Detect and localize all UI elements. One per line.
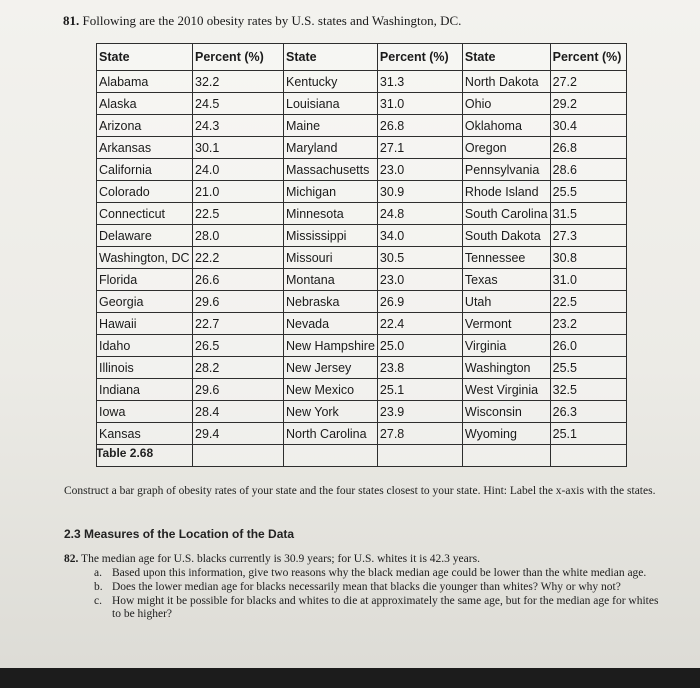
- cell-percent-2: 31.0: [377, 93, 462, 115]
- table-row: [97, 115, 627, 137]
- cell-state-1: Idaho: [97, 335, 193, 357]
- cell-percent-3: 32.5: [550, 379, 626, 401]
- cell-percent-3: 27.3: [550, 225, 626, 247]
- cell-state-3: Virginia: [462, 335, 550, 357]
- cell-state-3: Pennsylvania: [462, 159, 550, 181]
- table-row: [97, 313, 627, 335]
- cell-state-3: Texas: [462, 269, 550, 291]
- cell-percent-1: 30.1: [193, 137, 284, 159]
- cell-state-3: Vermont: [462, 313, 550, 335]
- cell-state-3: Ohio: [462, 93, 550, 115]
- table-row: [97, 291, 627, 313]
- cell-state-2: Nebraska: [284, 291, 378, 313]
- cell-state-2: Massachusetts: [284, 159, 378, 181]
- cell-state-1: Alabama: [97, 71, 193, 93]
- cell-state-3: Oklahoma: [462, 115, 550, 137]
- cell-percent-2: 23.9: [377, 401, 462, 423]
- cell-percent-1: 22.7: [193, 313, 284, 335]
- cell-percent-2: 27.1: [377, 137, 462, 159]
- cell-percent-3: 25.1: [550, 423, 626, 445]
- cell-percent-3: 22.5: [550, 291, 626, 313]
- table-row: [97, 71, 627, 93]
- header-percent-1: Percent (%): [193, 44, 284, 71]
- cell-percent-1: 26.6: [193, 269, 284, 291]
- part-label: b.: [94, 581, 103, 593]
- table-row: [97, 93, 627, 115]
- cell-state-1: Georgia: [97, 291, 193, 313]
- header-state-1: State: [97, 44, 193, 71]
- cell-state-2: New Jersey: [284, 357, 378, 379]
- cell-state-3: Wyoming: [462, 423, 550, 445]
- cell-state-1: Connecticut: [97, 203, 193, 225]
- cell-state-1: Illinois: [97, 357, 193, 379]
- cell-state-3: North Dakota: [462, 71, 550, 93]
- cell-percent-3: 29.2: [550, 93, 626, 115]
- cell-percent-1: 24.0: [193, 159, 284, 181]
- instruction-text: Construct a bar graph of obesity rates of your state and the four states closest to your state. Hint: Label the x-axis with the states.: [64, 485, 656, 497]
- table-row: [97, 181, 627, 203]
- table-empty-row: [97, 445, 627, 467]
- empty-cell: [550, 445, 626, 467]
- cell-state-1: Hawaii: [97, 313, 193, 335]
- cell-percent-1: 21.0: [193, 181, 284, 203]
- cell-percent-2: 24.8: [377, 203, 462, 225]
- table-row: [97, 225, 627, 247]
- cell-state-1: Indiana: [97, 379, 193, 401]
- cell-percent-3: 30.8: [550, 247, 626, 269]
- cell-state-1: Iowa: [97, 401, 193, 423]
- cell-percent-2: 23.0: [377, 159, 462, 181]
- cell-percent-3: 26.8: [550, 137, 626, 159]
- cell-state-3: South Dakota: [462, 225, 550, 247]
- cell-percent-2: 27.8: [377, 423, 462, 445]
- cell-percent-3: 25.5: [550, 357, 626, 379]
- cell-percent-3: 27.2: [550, 71, 626, 93]
- cell-percent-3: 26.3: [550, 401, 626, 423]
- cell-percent-1: 29.6: [193, 291, 284, 313]
- cell-percent-1: 28.0: [193, 225, 284, 247]
- obesity-rates-table: [96, 43, 627, 467]
- cell-state-2: Missouri: [284, 247, 378, 269]
- empty-cell: [462, 445, 550, 467]
- cell-state-1: Arkansas: [97, 137, 193, 159]
- cell-percent-2: 31.3: [377, 71, 462, 93]
- cell-percent-2: 26.8: [377, 115, 462, 137]
- cell-state-2: New Hampshire: [284, 335, 378, 357]
- cell-state-2: Maryland: [284, 137, 378, 159]
- cell-state-3: South Carolina: [462, 203, 550, 225]
- problem-81-text: Following are the 2010 obesity rates by U.S. states and Washington, DC.: [82, 13, 462, 28]
- table-row: [97, 357, 627, 379]
- cell-state-1: Florida: [97, 269, 193, 291]
- table-row: [97, 247, 627, 269]
- header-state-3: State: [462, 44, 550, 71]
- table-header-row: [97, 44, 627, 71]
- cell-percent-3: 31.5: [550, 203, 626, 225]
- cell-percent-2: 22.4: [377, 313, 462, 335]
- cell-percent-2: 26.9: [377, 291, 462, 313]
- cell-percent-2: 30.9: [377, 181, 462, 203]
- cell-state-2: Michigan: [284, 181, 378, 203]
- cell-percent-2: 25.1: [377, 379, 462, 401]
- cell-state-2: Maine: [284, 115, 378, 137]
- empty-cell: [377, 445, 462, 467]
- cell-state-2: Montana: [284, 269, 378, 291]
- cell-percent-3: 31.0: [550, 269, 626, 291]
- problem-81-number: 81.: [63, 13, 80, 28]
- cell-state-1: Arizona: [97, 115, 193, 137]
- cell-state-1: Kansas: [97, 423, 193, 445]
- section-heading: 2.3 Measures of the Location of the Data: [64, 527, 295, 541]
- empty-cell: [284, 445, 378, 467]
- part-text: Based upon this information, give two reasons why the black median age could be lower than the white median age.: [112, 567, 647, 579]
- cell-percent-1: 29.6: [193, 379, 284, 401]
- cell-state-2: Nevada: [284, 313, 378, 335]
- cell-state-1: California: [97, 159, 193, 181]
- cell-state-2: New York: [284, 401, 378, 423]
- cell-percent-1: 28.2: [193, 357, 284, 379]
- bottom-edge: [0, 668, 700, 688]
- cell-state-3: West Virginia: [462, 379, 550, 401]
- cell-state-3: Rhode Island: [462, 181, 550, 203]
- table-row: [97, 137, 627, 159]
- cell-percent-3: 30.4: [550, 115, 626, 137]
- cell-state-3: Utah: [462, 291, 550, 313]
- part-text: How might it be possible for blacks and whites to die at approximately the same age, but for the median age for whites to be higher?: [112, 595, 659, 620]
- cell-state-2: Kentucky: [284, 71, 378, 93]
- problem-82-part-a: [94, 567, 664, 580]
- cell-state-1: Colorado: [97, 181, 193, 203]
- header-state-2: State: [284, 44, 378, 71]
- table-row: [97, 423, 627, 445]
- cell-state-2: Mississippi: [284, 225, 378, 247]
- cell-percent-1: 28.4: [193, 401, 284, 423]
- cell-state-3: Oregon: [462, 137, 550, 159]
- problem-82: [64, 553, 664, 622]
- cell-percent-1: 22.5: [193, 203, 284, 225]
- cell-state-3: Washington: [462, 357, 550, 379]
- table-row: [97, 401, 627, 423]
- table-row: [97, 159, 627, 181]
- problem-81: [63, 13, 461, 29]
- part-label: c.: [94, 595, 102, 607]
- part-label: a.: [94, 567, 102, 579]
- cell-percent-2: 34.0: [377, 225, 462, 247]
- cell-percent-1: 32.2: [193, 71, 284, 93]
- cell-percent-1: 24.5: [193, 93, 284, 115]
- cell-state-3: Tennessee: [462, 247, 550, 269]
- cell-percent-2: 25.0: [377, 335, 462, 357]
- table-body: [97, 71, 627, 467]
- problem-82-stem: [64, 553, 664, 566]
- cell-percent-1: 26.5: [193, 335, 284, 357]
- table-row: [97, 335, 627, 357]
- problem-82-part-c: [94, 595, 664, 621]
- cell-percent-3: 23.2: [550, 313, 626, 335]
- cell-state-2: Minnesota: [284, 203, 378, 225]
- table-row: [97, 269, 627, 291]
- cell-percent-1: 22.2: [193, 247, 284, 269]
- cell-percent-1: 29.4: [193, 423, 284, 445]
- empty-cell: [193, 445, 284, 467]
- cell-percent-3: 26.0: [550, 335, 626, 357]
- cell-state-1: Washington, DC: [97, 247, 193, 269]
- problem-82-number: 82.: [64, 553, 79, 565]
- cell-state-2: New Mexico: [284, 379, 378, 401]
- table-row: [97, 379, 627, 401]
- problem-82-parts: [64, 567, 664, 621]
- cell-state-1: Alaska: [97, 93, 193, 115]
- cell-state-1: Delaware: [97, 225, 193, 247]
- cell-state-2: North Carolina: [284, 423, 378, 445]
- cell-percent-2: 23.0: [377, 269, 462, 291]
- table-caption: Table 2.68: [96, 446, 154, 460]
- cell-state-3: Wisconsin: [462, 401, 550, 423]
- cell-state-2: Louisiana: [284, 93, 378, 115]
- cell-percent-3: 28.6: [550, 159, 626, 181]
- table-row: [97, 203, 627, 225]
- part-text: Does the lower median age for blacks necessarily mean that blacks die younger than whites? Why or why not?: [112, 581, 621, 593]
- cell-percent-1: 24.3: [193, 115, 284, 137]
- cell-percent-2: 30.5: [377, 247, 462, 269]
- problem-82-stem-text: The median age for U.S. blacks currently is 30.9 years; for U.S. whites it is 42.3 years.: [81, 553, 480, 565]
- problem-82-part-b: [94, 581, 664, 594]
- header-percent-3: Percent (%): [550, 44, 626, 71]
- cell-percent-3: 25.5: [550, 181, 626, 203]
- header-percent-2: Percent (%): [377, 44, 462, 71]
- cell-percent-2: 23.8: [377, 357, 462, 379]
